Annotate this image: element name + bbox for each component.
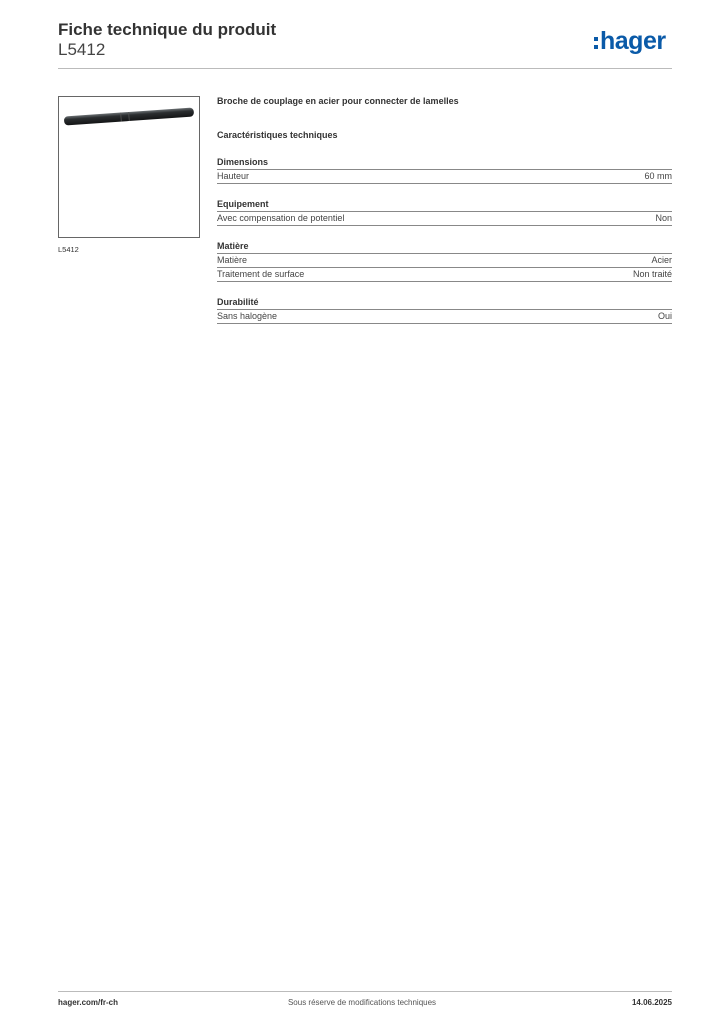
spec-value: Oui xyxy=(657,311,672,321)
spec-value: 60 mm xyxy=(644,171,672,181)
logo-dots-icon xyxy=(594,37,598,49)
section-title: Dimensions xyxy=(217,157,672,170)
footer-url[interactable]: hager.com/fr-ch xyxy=(58,998,119,1007)
spec-value: Acier xyxy=(651,255,672,265)
product-details xyxy=(217,96,672,324)
section-dimensions xyxy=(217,157,672,184)
product-image xyxy=(58,96,200,238)
header-divider xyxy=(58,68,672,69)
product-code: L5412 xyxy=(58,40,106,59)
section-title: Matière xyxy=(217,241,672,254)
spec-row xyxy=(217,212,672,226)
section-title: Equipement xyxy=(217,199,672,212)
hager-logo xyxy=(594,26,666,56)
footer-notice: Sous réserve de modifications techniques xyxy=(287,998,437,1007)
spec-row xyxy=(217,254,672,268)
spec-value: Non xyxy=(655,213,672,223)
spec-row xyxy=(217,268,672,282)
spec-value: Non traité xyxy=(632,269,672,279)
section-equipement xyxy=(217,199,672,226)
spec-label: Traitement de surface xyxy=(217,269,305,279)
footer-date: 14.06.2025 xyxy=(631,998,672,1007)
section-title: Durabilité xyxy=(217,297,672,310)
image-caption: L5412 xyxy=(58,245,79,254)
page-title: Fiche technique du produit xyxy=(58,20,277,39)
section-durabilite xyxy=(217,297,672,324)
characteristics-title: Caractéristiques techniques xyxy=(217,130,338,140)
footer-divider xyxy=(58,991,672,992)
coupling-pin-icon xyxy=(59,97,199,237)
spec-label: Avec compensation de potentiel xyxy=(217,213,345,223)
product-description: Broche de couplage en acier pour connecter de lamelles xyxy=(217,96,459,106)
logo-text: hager xyxy=(600,27,666,55)
spec-label: Hauteur xyxy=(217,171,250,181)
spec-label: Matière xyxy=(217,255,248,265)
spec-row xyxy=(217,170,672,184)
section-matiere xyxy=(217,241,672,282)
spec-label: Sans halogène xyxy=(217,311,278,321)
spec-row xyxy=(217,310,672,324)
